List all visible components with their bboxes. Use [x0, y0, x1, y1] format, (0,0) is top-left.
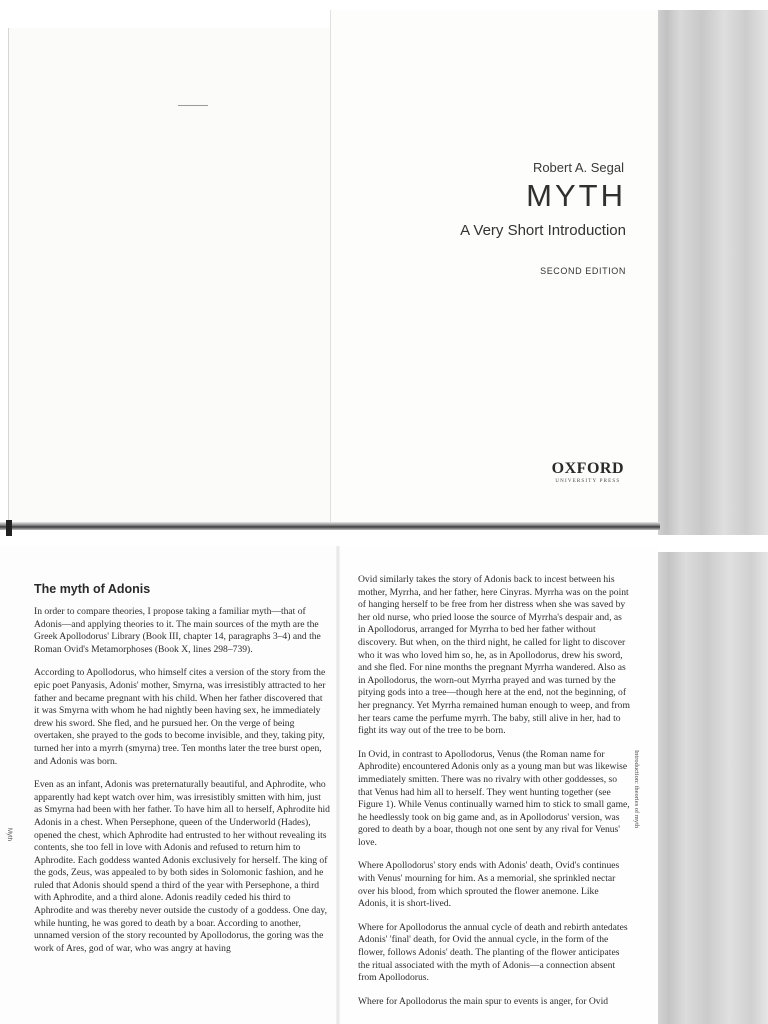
running-head: Introduction: theories of myth [633, 750, 640, 829]
left-folio: Myth [6, 828, 12, 842]
publisher-logo [552, 460, 624, 484]
publisher-name: OXFORD [551, 460, 624, 477]
publisher-subline: UNIVERSITY PRESS [555, 479, 621, 484]
section-heading: The myth of Adonis [34, 582, 151, 596]
paragraph: In Ovid, in contrast to Apollodorus, Venus (the Roman name for Aphrodite) encountered Adonis only as a young man but was likewise immediately smitten. There was no rivalry with other goddesses, so that Venus had him all to herself. They went hunting together (see Figure 1). While Venus continually warned him to stick to small game, he heedlessly took on big game and, as in Apollodorus' version, was gored to death by a boar, though not one sent by any rival for Venus' love. [358, 748, 630, 848]
page-edges-bottom [658, 552, 768, 1024]
gutter-shadow [336, 546, 340, 1024]
stray-mark [178, 105, 208, 106]
page-edges-top [658, 10, 768, 535]
paragraph: Where for Apollodorus the main spur to events is anger, for Ovid [358, 995, 609, 1007]
book-title: MYTH [526, 178, 626, 213]
paragraph: In order to compare theories, I propose taking a familiar myth—that of Adonis—and applying theories to it. The main sources of the myth are the Greek Apollodorus' Library (Book III, chapter 14, paragraphs 3–4) and the Roman Ovid's Metamorphoses (Book X, lines 298–739). [34, 606, 321, 655]
paragraph: Where Apollodorus' story ends with Adonis' death, Ovid's continues with Venus' mourning for him. As a memorial, she sprinkled nectar over his blood, from which sprouted the flower anemone. Like Adonis, it is short-lived. [358, 860, 620, 910]
paragraph: According to Apollodorus, who himself cites a version of the story from the epic poet Panyasis, Adonis' mother, Smyrna, was irresistibly attracted to her father and became pregnant with his child. When her father discovered that it was Smyrna with whom he had nightly been having sex, he immediately drew his sword. She fled, and he pursued her. On the verge of being overtaken, she prayed to the gods to become invisible, and they, taking pity, turned her into a myrrh (smyrna) tree. Ten months later the tree burst open, and Adonis was born. [34, 667, 326, 767]
paragraph: Ovid similarly takes the story of Adonis back to incest between his mother, Myrrha, and her father, here Cinyras. Myrrha was on the point of hanging herself to be free from her distress when she was saved by her old nurse, who pried loose the source of Myrrha's despair and, as in Apollodorus, arranged for Myrrha to bed her father without discovery. But when, on the third night, he called for light to discover who it was who loved him so, he, as in Apollodorus, drew his sword, and she fled. For nine months the pregnant Myrrha wandered. Also as in Apollodorus, the worn-out Myrrha prayed and was turned by the pitying gods into a tree—though here at the end, not the beginning, of her pregnancy. Yet Myrrha remained human enough to weep, and from her tears came the perfume myrrh. The baby, still alive in her, had to fight its way out of the tree to be born. [358, 574, 630, 737]
spread-bottom-edge [0, 522, 660, 530]
edition-label: SECOND EDITION [540, 266, 626, 276]
paragraph: Where for Apollodorus the annual cycle of death and rebirth antedates Adonis' 'final' death, for Ovid the annual cycle, in the form of the flower, follows Adonis' death. The planting of the flower anticipates the ritual associated with the myth of Adonis—a connection absent from Apollodorus. [358, 921, 628, 984]
blank-left-page [8, 28, 330, 528]
paragraph: Even as an infant, Adonis was preternaturally beautiful, and Aphrodite, who apparently had kept watch over him, was irresistibly smitten with him, just as Smyrna had been with her father. To have him all to herself, Aphrodite hid Adonis in a chest. When Persephone, queen of the Underworld (Hades), opened the chest, which Aphrodite had entrusted to her without revealing its contents, she too fell in love with Adonis and refused to return him to Aphrodite. Each goddess wanted Adonis exclusively for herself. The king of the gods, Zeus, was appealed to by both sides in Solomonic fashion, and he ruled that Adonis should spend a third of the year with Persephone, a third with Aphrodite, and a third alone. Adonis readily ceded his third to Aphrodite and was thereby never outside the custody of a goddess. One day, while hunting, he was gored to death by a boar. According to another, unnamed version of the story recounted by Apollodorus, the goring was the work of Ares, god of war, who was angry at having [34, 779, 330, 954]
author-name: Robert A. Segal [532, 160, 624, 175]
book-subtitle: A Very Short Introduction [460, 222, 626, 239]
right-column [358, 574, 630, 1019]
text-page-spread [0, 540, 768, 1024]
left-column [34, 606, 330, 966]
spine-mark [6, 520, 12, 536]
